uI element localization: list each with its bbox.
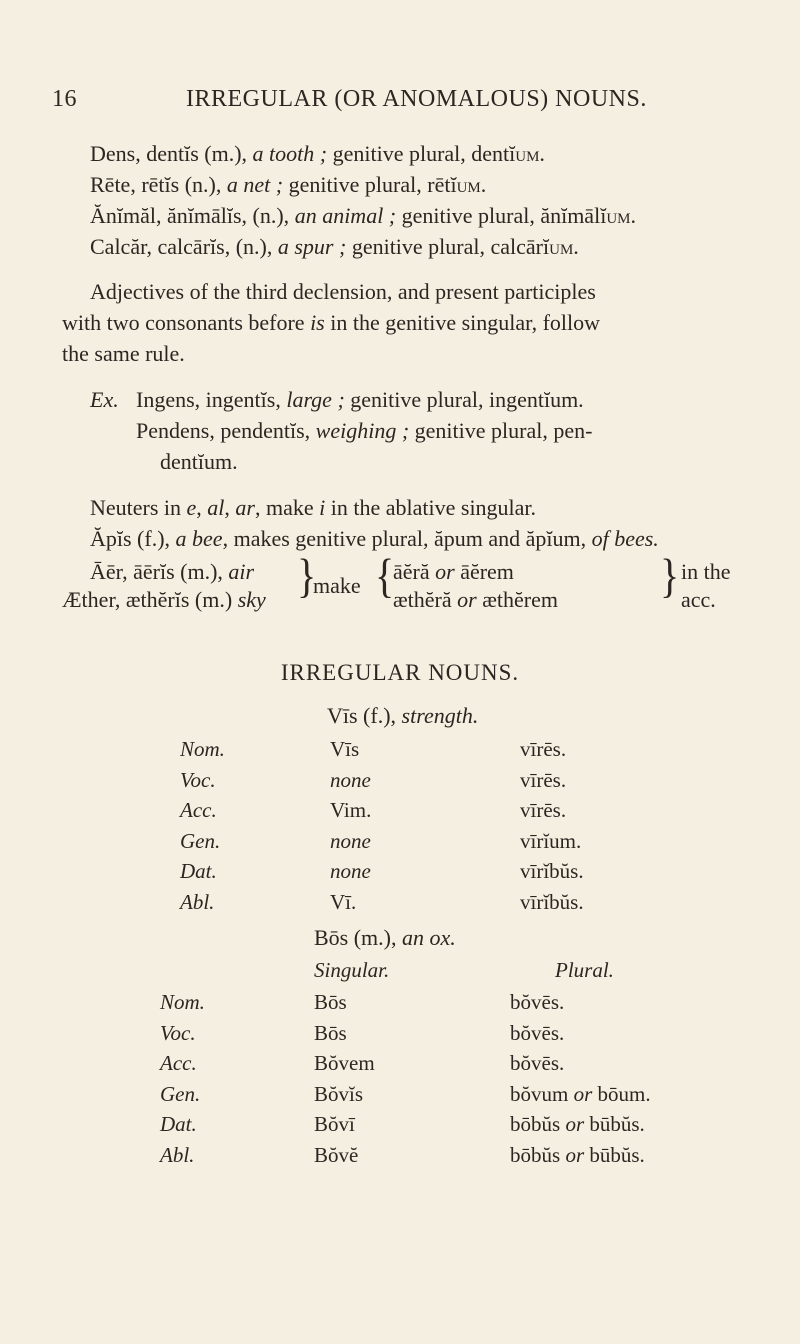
bos-case-label: Gen.	[160, 1082, 201, 1106]
bos-plural-alt: bōum.	[592, 1082, 651, 1106]
bos-singular-form: Bōs	[314, 1021, 347, 1045]
bos-case-label: Nom.	[160, 990, 205, 1014]
running-title: IRREGULAR (OR ANOMALOUS) NOUNS.	[186, 86, 647, 112]
bos-plural-part: bŏvēs.	[510, 990, 565, 1014]
bos-singular-form: Bŏvī	[314, 1112, 355, 1136]
bos-plural-or: or	[565, 1112, 585, 1136]
make-label: make	[313, 573, 361, 598]
left-brace-right: {	[375, 548, 395, 603]
vis-plural-form: vīrēs.	[520, 737, 567, 761]
vis-singular-form: none	[330, 829, 371, 853]
bos-plural-or: or	[573, 1082, 593, 1106]
vis-plural-form: vīrĭbŭs.	[520, 890, 584, 914]
bos-case-label: Dat.	[160, 1112, 197, 1136]
bos-plural-form	[510, 1019, 564, 1047]
aer-line: Āēr, āērĭs (m.), air	[90, 559, 255, 584]
vis-plural-form: vīrĭbŭs.	[520, 859, 584, 883]
aethera-forms: æthĕră or æthĕrem	[393, 587, 558, 612]
bos-plural-form	[510, 1049, 564, 1077]
bos-singular-form: Bŏvem	[314, 1051, 375, 1075]
bos-case-label: Acc.	[160, 1051, 197, 1075]
right-brace-end: }	[660, 548, 680, 603]
vis-plural-form: vīrēs.	[520, 768, 567, 792]
bos-plural-form	[510, 1141, 645, 1169]
bos-case-label: Abl.	[160, 1143, 195, 1167]
bos-singular-form: Bŏvĕ	[314, 1143, 359, 1167]
bos-singular-label: Singular.	[314, 958, 390, 982]
paragraph-adjectives-line1: Adjectives of the third declension, and present participles	[90, 279, 596, 304]
vis-case-label: Voc.	[180, 768, 216, 792]
noun-line-calcar: Calcăr, calcārĭs, (n.), a spur ; genitive plural, calcārĭum.	[90, 234, 579, 259]
aera-forms: āĕră or āĕrem	[393, 559, 514, 584]
bos-plural-alt: būbŭs.	[584, 1112, 645, 1136]
bos-plural-part: bŏvēs.	[510, 1021, 565, 1045]
page-number: 16	[52, 86, 77, 112]
bos-plural-part: bōbŭs	[510, 1112, 566, 1136]
bos-singular-form: Bōs	[314, 990, 347, 1014]
vis-case-label: Dat.	[180, 859, 217, 883]
bos-plural-form	[510, 1110, 645, 1138]
noun-line-rete: Rēte, rētĭs (n.), a net ; genitive plural, rētĭum.	[90, 172, 487, 197]
bos-plural-label: Plural.	[555, 958, 614, 982]
noun-line-animal: Ănĭmăl, ănĭmālĭs, (n.), an animal ; genitive plural, ănĭmālĭum.	[90, 203, 636, 228]
bos-plural-or: or	[565, 1143, 585, 1167]
bos-plural-alt: būbŭs.	[584, 1143, 645, 1167]
paragraph-adjectives-line2: with two consonants before is in the genitive singular, follow	[62, 310, 601, 335]
vis-case-label: Acc.	[180, 798, 217, 822]
vis-case-label: Gen.	[180, 829, 221, 853]
in-the-label: in the	[681, 559, 731, 584]
vis-plural-form: vīrēs.	[520, 798, 567, 822]
neuters-rule: Neuters in e, al, ar, make i in the ablative singular.	[90, 495, 537, 520]
example-ingens: Ingens, ingentĭs, large ; genitive plural, ingentĭum.	[136, 387, 584, 412]
vis-plural-form: vīrĭum.	[520, 829, 582, 853]
vis-case-label: Abl.	[180, 890, 215, 914]
bos-case-label: Voc.	[160, 1021, 196, 1045]
example-pendens-cont: dentĭum.	[160, 449, 238, 474]
example-pendens: Pendens, pendentĭs, weighing ; genitive plural, pen-	[136, 418, 593, 443]
section-heading-irregular-nouns: IRREGULAR NOUNS.	[280, 660, 520, 685]
vis-case-label: Nom.	[180, 737, 225, 761]
right-brace-left: }	[297, 548, 317, 603]
vis-singular-form: none	[330, 859, 371, 883]
noun-line-dens: Dens, dentĭs (m.), a tooth ; genitive plural, dentĭum.	[90, 141, 545, 166]
vis-singular-form: none	[330, 768, 371, 792]
acc-label: acc.	[681, 587, 716, 612]
bos-plural-part: bōbŭs	[510, 1143, 566, 1167]
apis-line: Ăpĭs (f.), a bee, makes genitive plural, ăpum and ăpĭum, of bees.	[90, 526, 659, 551]
bos-plural-part: bŏvum	[510, 1082, 574, 1106]
vis-title: Vīs (f.), strength.	[327, 703, 479, 728]
bos-plural-part: bŏvēs.	[510, 1051, 565, 1075]
example-label: Ex.	[90, 387, 119, 412]
vis-singular-form: Vīs	[330, 737, 360, 761]
vis-singular-form: Vī.	[330, 890, 357, 914]
bos-plural-form	[510, 988, 564, 1016]
bos-plural-form	[510, 1080, 651, 1108]
bos-title: Bōs (m.), an ox.	[314, 925, 456, 950]
aether-line: Æther, æthĕrĭs (m.) sky	[62, 587, 266, 612]
paragraph-adjectives-line3: the same rule.	[62, 341, 185, 366]
bos-singular-form: Bŏvĭs	[314, 1082, 364, 1106]
vis-singular-form: Vim.	[330, 798, 372, 822]
